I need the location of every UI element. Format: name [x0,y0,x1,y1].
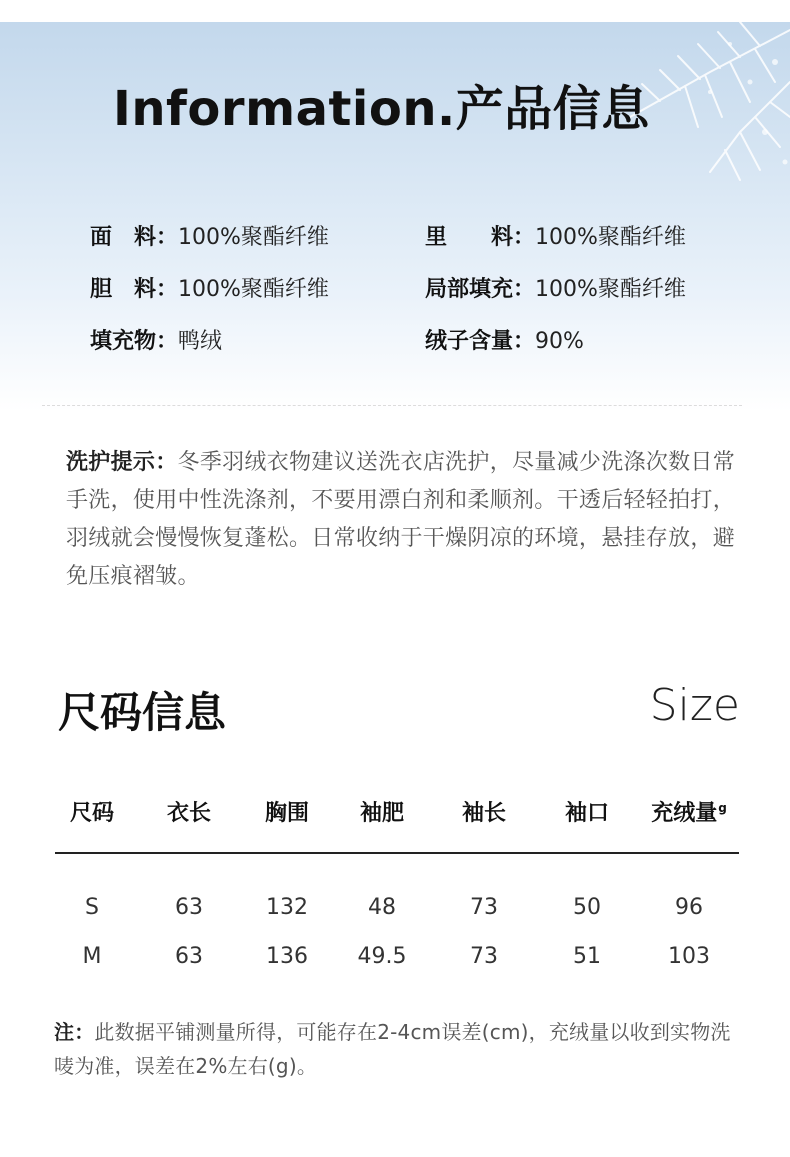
spec-lining [425,220,686,251]
spec-label: 填充物： [90,329,179,354]
table-cell: 63 [175,895,203,920]
spec-fabric [90,220,329,251]
note-label: 注： [54,1020,95,1044]
table-cell: 136 [266,944,308,969]
spec-label: 里 料： [425,225,536,250]
table-cell: 73 [470,895,498,920]
unit-superscript: g [718,801,727,815]
spec-inner [90,272,329,303]
spec-label: 局部填充： [425,277,536,302]
dashed-divider [42,405,742,406]
care-instructions [66,444,742,596]
spec-label: 面 料： [90,225,179,250]
table-cell: 63 [175,944,203,969]
spec-value: 90% [535,329,584,354]
spec-value: 100%聚酯纤维 [535,277,686,302]
table-cell: 48 [368,895,396,920]
note-text: 此数据平铺测量所得，可能存在2-4cm误差(cm)，充绒量以收到实物洗唛为准，误差在2%左右(g)。 [54,1020,731,1078]
care-label: 洗护提示： [66,450,178,475]
spec-value: 100%聚酯纤维 [178,225,329,250]
table-cell: M [82,944,102,969]
spec-partial-fill [425,272,686,303]
page-title: Information.产品信息 [113,81,650,137]
spec-value: 鸭绒 [178,329,223,354]
header-cuff: 袖口 [564,801,609,826]
table-cell: 73 [470,944,498,969]
header-length: 衣长 [166,801,211,826]
spec-label: 胆 料： [90,277,179,302]
header-sleeve-length: 袖长 [461,801,506,826]
spec-down-content [425,324,584,355]
spec-value: 100%聚酯纤维 [535,225,686,250]
table-cell: 132 [266,895,308,920]
header-sleeve-width: 袖肥 [359,801,404,826]
size-section-title-en: Size [649,680,740,731]
table-cell: 51 [573,944,601,969]
spec-label: 绒子含量： [425,329,536,354]
table-header-rule [55,852,739,854]
header-size: 尺码 [69,801,114,826]
table-cell: 50 [573,895,601,920]
header-fill-weight-label: 充绒量 [651,801,718,826]
header-chest: 胸围 [264,801,309,826]
header-fill-weight [629,796,749,827]
table-cell: S [85,895,99,920]
size-section-title: 尺码信息 [58,688,227,737]
table-cell: 49.5 [357,944,407,969]
table-cell: 103 [668,944,710,969]
measurement-note [54,1015,744,1083]
spec-value: 100%聚酯纤维 [178,277,329,302]
table-cell: 96 [675,895,703,920]
care-text: 冬季羽绒衣物建议送洗衣店洗护，尽量减少洗涤次数日常手洗，使用中性洗涤剂，不要用漂白剂和柔顺剂。干透后轻轻拍打，羽绒就会慢慢恢复蓬松。日常收纳于干燥阴凉的环境，悬挂存放，避免压痕褶皱。 [66,450,736,589]
spec-filling [90,324,222,355]
